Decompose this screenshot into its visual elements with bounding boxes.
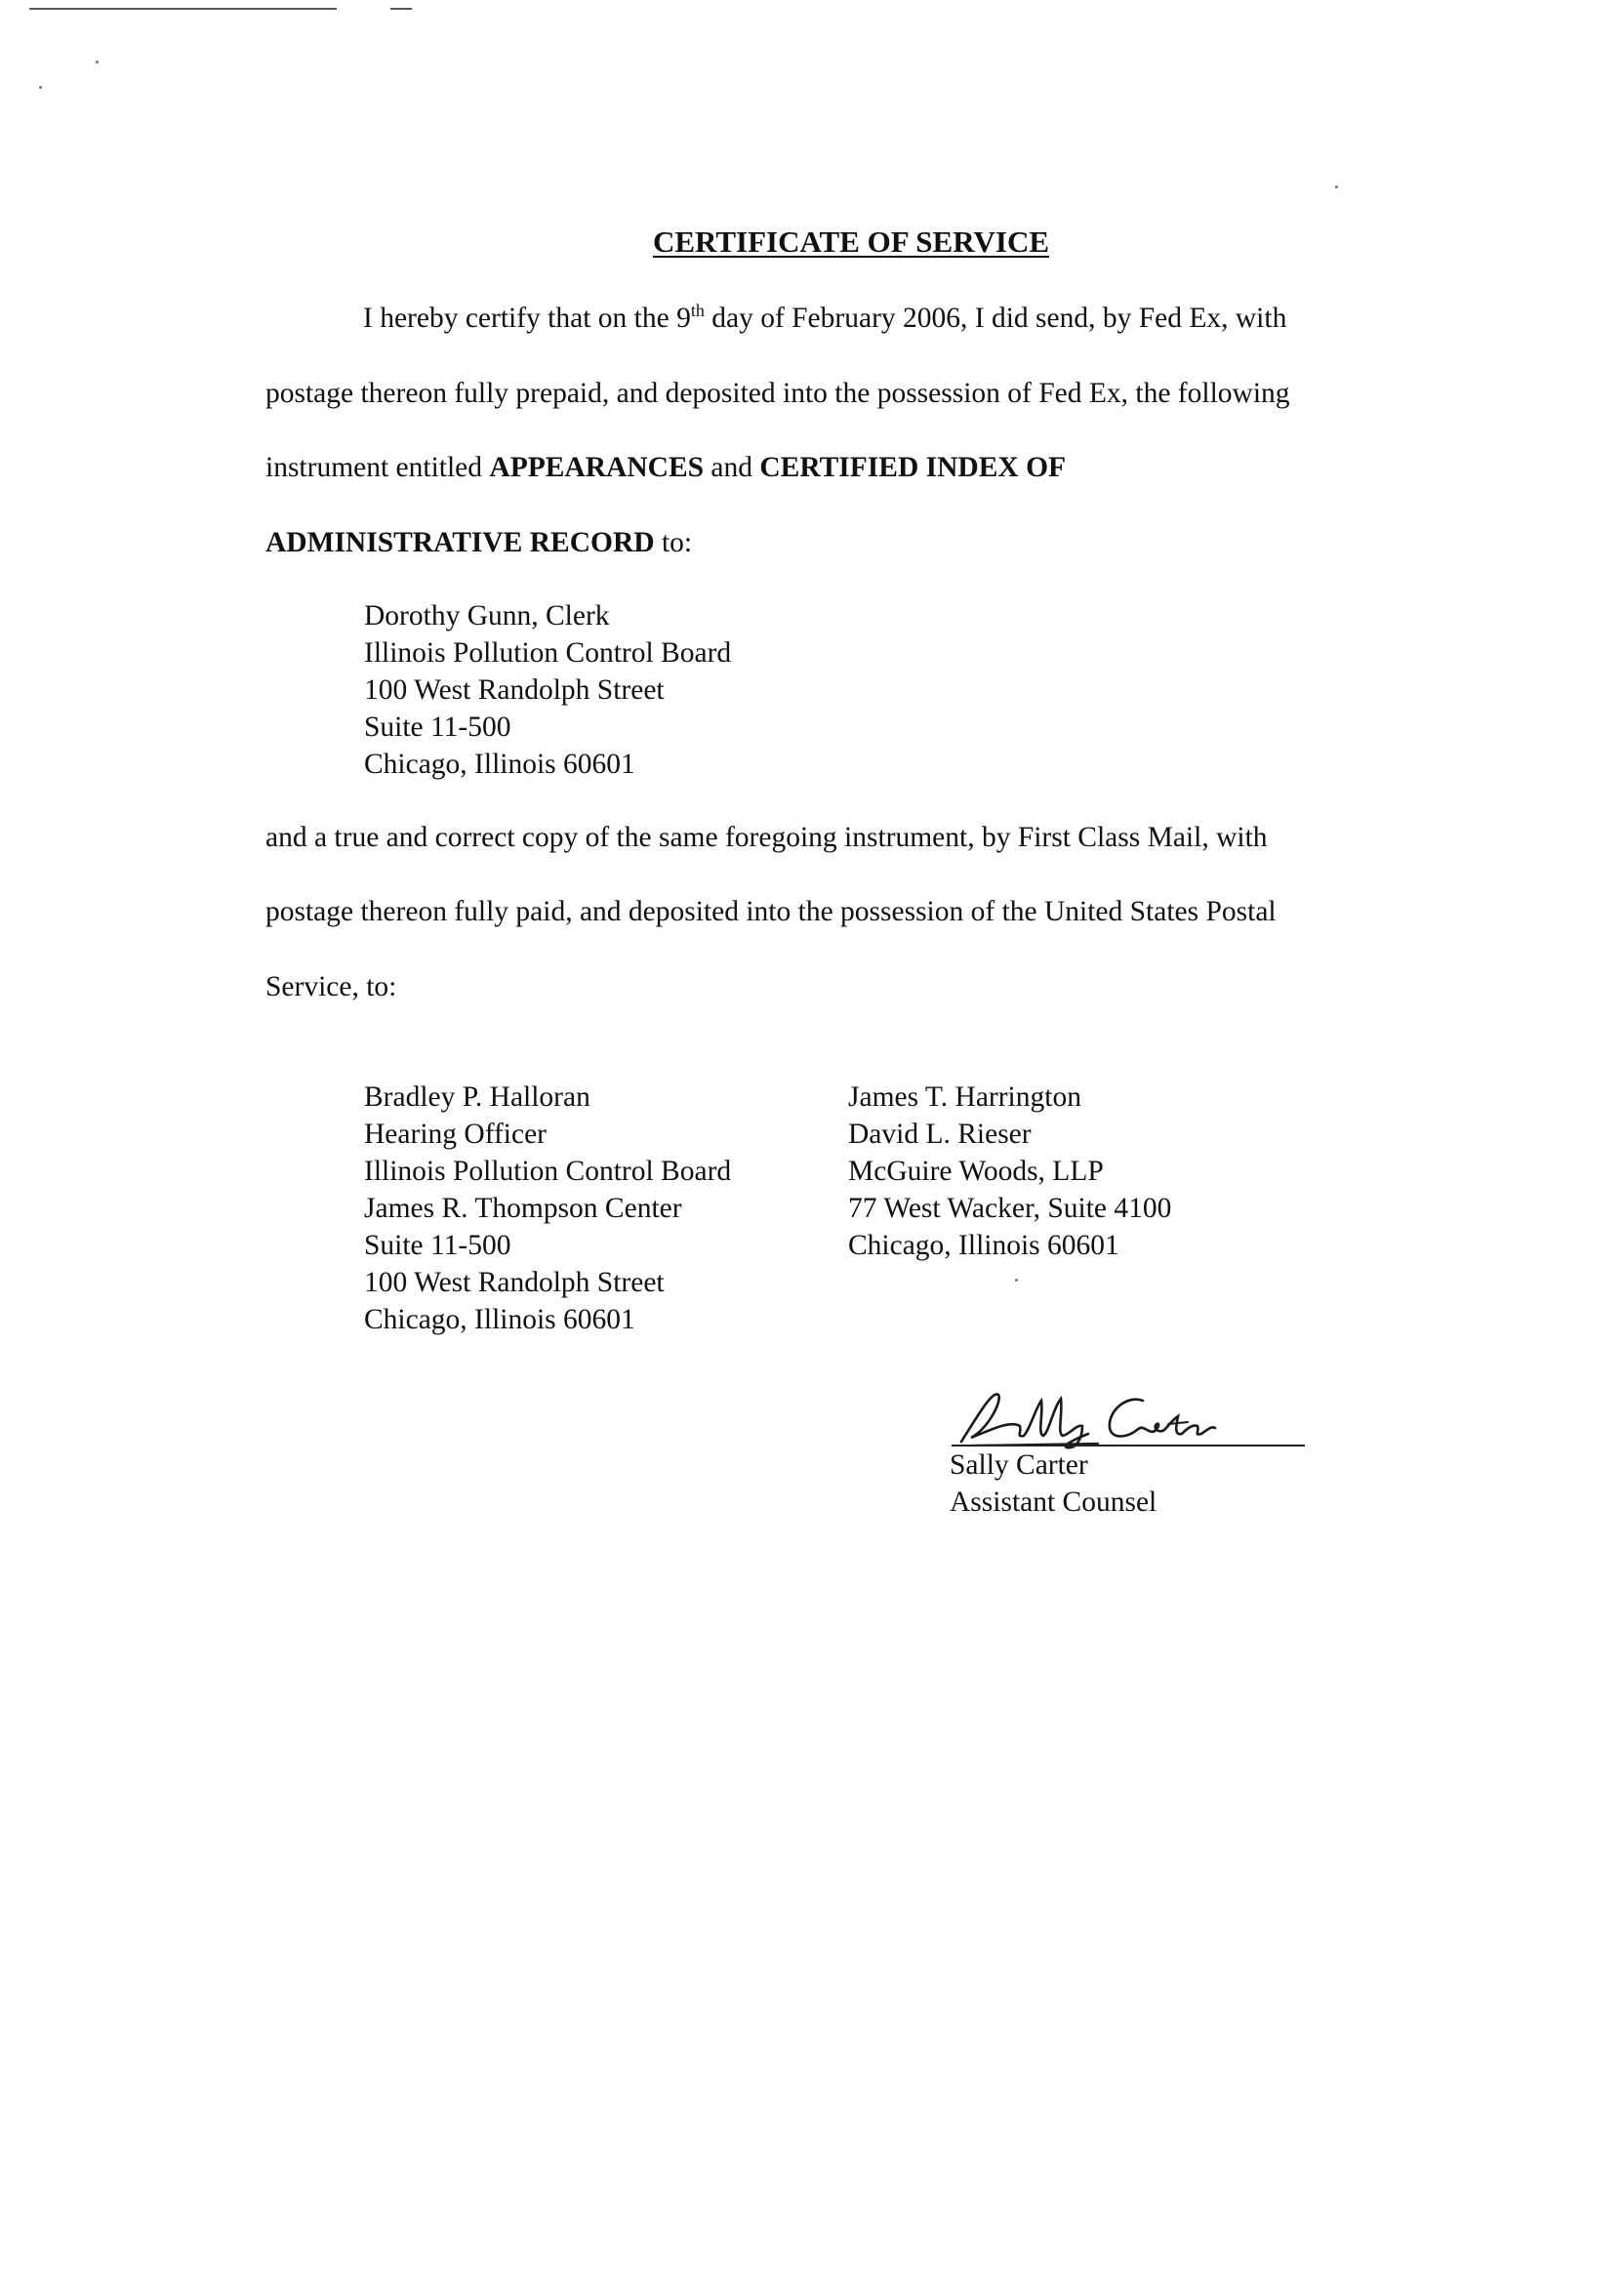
address-line: David L. Rieser: [848, 1119, 1032, 1150]
ordinal-suffix: th: [690, 301, 705, 320]
address-line: Bradley P. Halloran: [364, 1081, 590, 1113]
page-title: [0, 223, 1624, 262]
address-line: Illinois Pollution Control Board: [364, 637, 732, 669]
scan-speck: [1015, 1279, 1018, 1282]
certified-index-bold: CERTIFIED INDEX OF: [759, 452, 1067, 483]
para2-line3: Service, to:: [265, 971, 397, 1002]
handwritten-signature: [952, 1381, 1225, 1449]
address-line: McGuire Woods, LLP: [848, 1156, 1104, 1187]
address-line: James T. Harrington: [848, 1081, 1081, 1113]
address-line: Dorothy Gunn, Clerk: [364, 600, 610, 632]
address-line: James R. Thompson Center: [364, 1193, 682, 1224]
address-line: Illinois Pollution Control Board: [364, 1156, 732, 1187]
address-line: 77 West Wacker, Suite 4100: [848, 1193, 1172, 1224]
address-line: Hearing Officer: [364, 1119, 548, 1150]
para1-line1-post: day of February 2006, I did send, by Fed Ex, with: [704, 303, 1287, 334]
para1-line2: postage thereon fully prepaid, and deposited into the possession of Fed Ex, the following: [265, 378, 1290, 409]
address-line: Chicago, Illinois 60601: [848, 1230, 1119, 1261]
para1-line4: [265, 523, 1437, 562]
address-line: Suite 11-500: [364, 712, 511, 743]
address-line: Suite 11-500: [364, 1230, 511, 1261]
signer-name: Sally Carter: [950, 1449, 1088, 1481]
title-text: CERTIFICATE OF SERVICE: [652, 224, 1050, 259]
primary-recipient-address: [364, 597, 731, 783]
recipient-right-address: [848, 1079, 1171, 1264]
signer-block: [950, 1447, 1157, 1521]
para1-line4-post: to:: [654, 527, 693, 558]
scan-speck: [39, 86, 42, 89]
para1-line1-pre: I hereby certify that on the 9: [363, 303, 691, 334]
address-line: 100 West Randolph Street: [364, 1267, 665, 1298]
address-line: 100 West Randolph Street: [364, 674, 665, 706]
para2-line1: and a true and correct copy of the same foregoing instrument, by First Class Mail, with: [265, 822, 1268, 853]
scan-artifact-line: [390, 8, 412, 10]
para1-line3-pre: instrument entitled: [265, 452, 490, 483]
para1-line3-mid: and: [704, 452, 760, 483]
para2-line2: postage thereon fully paid, and deposited into the possession of the United States Postal: [265, 896, 1277, 927]
administrative-record-bold: ADMINISTRATIVE RECORD: [265, 527, 655, 558]
address-line: Chicago, Illinois 60601: [364, 1304, 635, 1335]
signer-title: Assistant Counsel: [950, 1487, 1157, 1518]
scan-speck: [96, 61, 99, 63]
appearances-bold: APPEARANCES: [489, 452, 705, 483]
recipient-left-address: [364, 1079, 731, 1338]
scan-speck: [1335, 185, 1338, 188]
para1-line1: [363, 299, 1534, 338]
scan-artifact-line: [29, 8, 337, 10]
address-line: Chicago, Illinois 60601: [364, 749, 635, 780]
para1-line3: [265, 448, 1437, 487]
